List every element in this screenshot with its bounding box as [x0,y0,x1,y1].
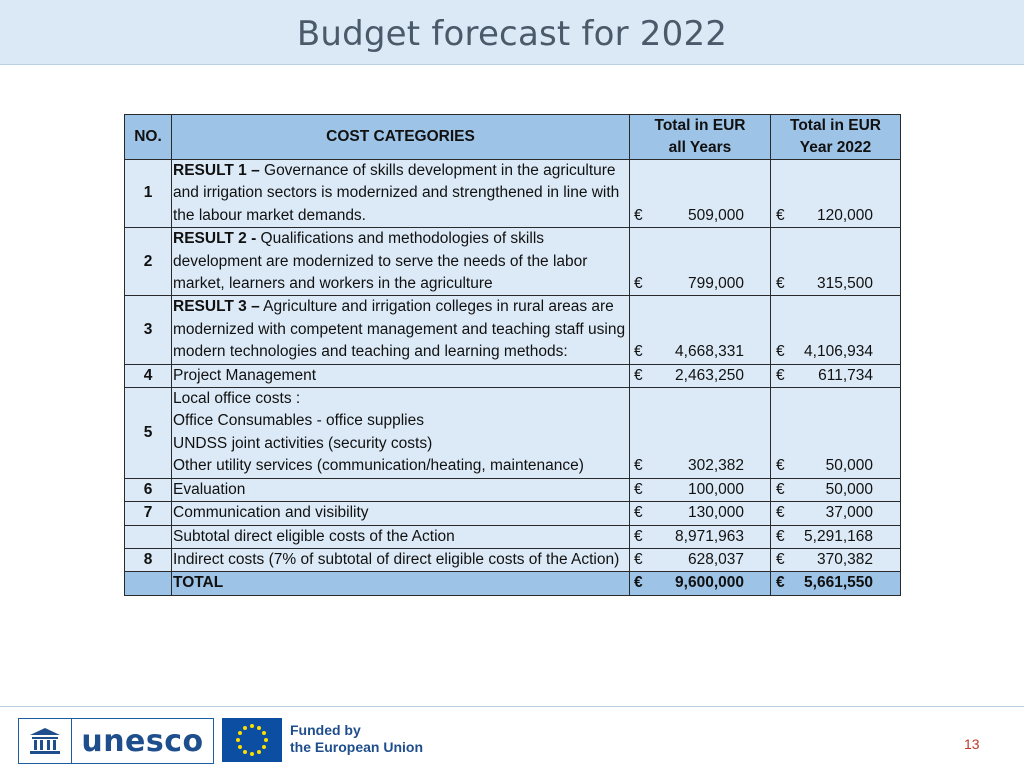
header-cost-categories: COST CATEGORIES [172,115,630,160]
amount: 100,000 [687,480,744,498]
amount: 120,000 [816,206,873,224]
row-number [125,572,172,595]
cost-category [172,296,630,364]
amount: 50,000 [825,457,873,475]
row-number: 3 [125,296,172,364]
table-row [125,160,901,228]
currency-symbol: € [776,275,785,293]
amount: 9,600,000 [675,574,744,592]
cost-line: Office Consumables - office supplies [173,412,424,430]
amount: 4,668,331 [675,343,744,361]
currency-symbol: € [776,574,785,592]
page-number: 13 [964,736,980,752]
total-all-years-cell [630,388,771,479]
total-year-cell [771,364,901,387]
total-year-cell [771,160,901,228]
subtotal-row [125,525,901,548]
total-all-years-cell [630,364,771,387]
total-all-years-cell [630,228,771,296]
currency-symbol: € [776,504,785,522]
total-year-cell [771,478,901,501]
currency-symbol: € [634,574,643,592]
amount: 628,037 [687,550,744,568]
currency-symbol: € [776,480,785,498]
amount: 509,000 [687,206,744,224]
total-year-cell [771,525,901,548]
cost-line: UNDSS joint activities (security costs) [173,434,433,452]
currency-symbol: € [776,457,785,475]
total-year-cell [771,388,901,479]
row-number: 1 [125,160,172,228]
currency-symbol: € [634,480,643,498]
title-bar [0,0,1024,65]
row-number: 7 [125,502,172,525]
header-total-year-line1: Total in EUR [790,117,881,134]
total-all-years-cell [630,548,771,571]
cost-category [172,160,630,228]
eu-funding-text [290,722,423,756]
amount: 4,106,934 [804,343,873,361]
total-all-years-cell [630,296,771,364]
cost-category: Indirect costs (7% of subtotal of direct eligible costs of the Action) [172,548,630,571]
unesco-wordmark: unesco [81,723,204,759]
row-number: 2 [125,228,172,296]
total-all-years-cell [630,160,771,228]
currency-symbol: € [634,504,643,522]
result-label: RESULT 3 – [173,298,260,316]
cost-category: TOTAL [172,572,630,595]
currency-symbol: € [634,366,643,384]
amount: 130,000 [687,504,744,522]
header-no: NO. [125,115,172,160]
amount: 799,000 [687,275,744,293]
currency-symbol: € [776,366,785,384]
amount: 315,500 [816,275,873,293]
amount: 5,661,550 [804,574,873,592]
currency-symbol: € [776,343,785,361]
total-year-cell [771,548,901,571]
total-row [125,572,901,595]
amount: 302,382 [687,457,744,475]
total-all-years-cell [630,502,771,525]
header-total-year [771,115,901,160]
cost-category [172,228,630,296]
result-text: Governance of skills development in the agriculture and irrigation sectors is modernized and strengthened in line with the labour market demands. [173,162,620,224]
total-year-cell [771,296,901,364]
cost-category: Communication and visibility [172,502,630,525]
row-number: 4 [125,364,172,387]
currency-symbol: € [776,550,785,568]
row-number: 5 [125,388,172,479]
table-row [125,388,901,479]
header-total-all-years [630,115,771,160]
unesco-logo [18,718,214,764]
table-row [125,296,901,364]
table-row [125,548,901,571]
cost-line: Other utility services (communication/heating, maintenance) [173,457,584,475]
amount: 370,382 [816,550,873,568]
temple-icon [19,719,72,763]
cost-category: Subtotal direct eligible costs of the Action [172,525,630,548]
amount: 50,000 [825,480,873,498]
amount: 611,734 [818,366,873,384]
eu-line2: the European Union [290,739,423,755]
amount: 2,463,250 [675,366,744,384]
total-year-cell [771,502,901,525]
currency-symbol: € [776,527,785,545]
currency-symbol: € [634,527,643,545]
amount: 37,000 [825,504,873,522]
total-all-years-cell [630,525,771,548]
cost-category: Evaluation [172,478,630,501]
cost-category: Project Management [172,364,630,387]
table-row [125,502,901,525]
result-label: RESULT 1 – [173,162,260,179]
currency-symbol: € [634,343,643,361]
header-total-all-line1: Total in EUR [654,117,746,134]
total-all-years-cell [630,572,771,595]
currency-symbol: € [634,550,643,568]
currency-symbol: € [634,275,643,293]
currency-symbol: € [634,206,643,224]
total-year-cell [771,572,901,595]
table-row [125,478,901,501]
row-number [125,525,172,548]
amount: 8,971,963 [675,527,744,545]
result-label: RESULT 2 - [173,230,257,248]
slide-title: Budget forecast for 2022 [296,14,728,54]
budget-table [124,114,901,596]
eu-flag-icon [222,718,282,762]
total-all-years-cell [630,478,771,501]
result-text: Agriculture and irrigation colleges in rural areas are modernized with competent management and teaching staff using modern technologies and teaching and learning methods: [173,298,626,361]
total-year-cell [771,228,901,296]
cost-line: Local office costs : [173,390,301,408]
row-number: 8 [125,548,172,571]
table-row [125,228,901,296]
header-total-all-line2: all Years [668,139,732,156]
result-text: Qualifications and methodologies of skills development are modernized to serve the needs of the labor market, learners and workers in the agriculture [173,230,588,293]
table-header-row [125,115,901,160]
currency-symbol: € [776,206,785,224]
footer-divider [0,706,1024,707]
cost-category [172,388,630,479]
header-total-year-line2: Year 2022 [799,139,872,156]
amount: 5,291,168 [804,527,873,545]
eu-line1: Funded by [290,722,361,738]
row-number: 6 [125,478,172,501]
currency-symbol: € [634,457,643,475]
table-row [125,364,901,387]
